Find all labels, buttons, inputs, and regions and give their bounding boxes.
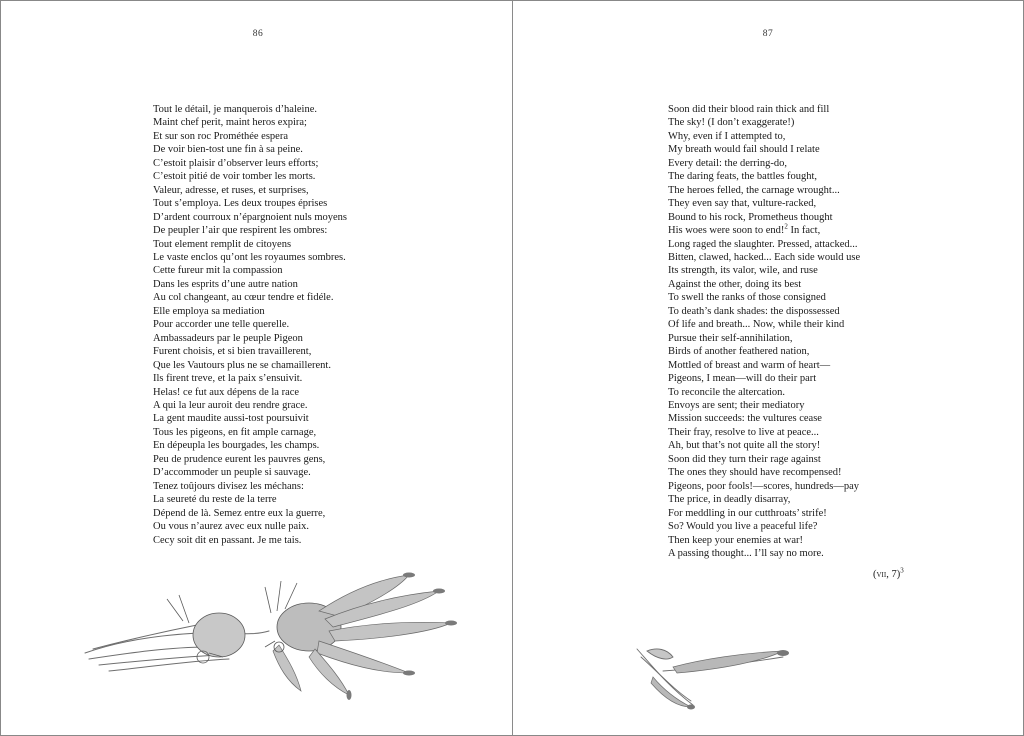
footnote-marker: 2 (784, 222, 788, 231)
verse-text: My breath would fail should I relate (668, 144, 820, 156)
right-page (513, 1, 1024, 735)
verse-line (153, 130, 347, 143)
verse-text: Dans les esprits d’une autre nation (153, 278, 298, 290)
verse-text: Long raged the slaughter. Pressed, attacked... (668, 238, 858, 250)
verse-line (153, 332, 347, 345)
verse-text: Pursue their self-annihilation, (668, 332, 793, 344)
citation-fable: , 7) (886, 569, 901, 580)
verse-text: En dépeupla les bourgades, les champs. (153, 440, 320, 452)
verse-text: For meddling in our cutthroats’ strife! (668, 507, 827, 519)
verse-line (153, 480, 347, 493)
verse-text: Soon did they turn their rage against (668, 453, 821, 465)
verse-text: De voir bien-tost une fin à sa peine. (153, 144, 303, 156)
citation (873, 566, 904, 580)
verse-line (668, 157, 860, 170)
verse-line (153, 184, 347, 197)
verse-text: Cette fureur mit la compassion (153, 265, 283, 277)
verse-line (153, 291, 347, 304)
verse-line (668, 318, 860, 331)
verse-line (668, 547, 860, 560)
verse-line (668, 534, 860, 547)
verse-line (668, 480, 860, 493)
verse-line (668, 507, 860, 520)
dead-vultures-illustration (79, 561, 459, 701)
verse-text: To death’s dank shades: the dispossessed (668, 305, 840, 317)
verse-text: Soon did their blood rain thick and fill (668, 104, 830, 115)
verse-text: Tous les pigeons, en fit ample carnage, (153, 426, 317, 438)
verse-text: Of life and breath... Now, while their kind (668, 319, 845, 331)
verse-line (153, 399, 347, 412)
verse-text: Que les Vautours plus ne se chamaillerent. (153, 359, 331, 371)
verse-text: Every detail: the derring-do, (668, 157, 787, 169)
verse-text: Au col changeant, au cœur tendre et fidéle. (153, 292, 334, 304)
verse-text: The ones they should have recompensed! (668, 467, 842, 479)
verse-line (668, 439, 860, 452)
verse-text: De peupler l’air que respirent les ombres: (153, 225, 328, 237)
verse-text: Ambassadeurs par le peuple Pigeon (153, 332, 303, 344)
verse-line (153, 359, 347, 372)
verse-text: The daring feats, the battles fought, (668, 171, 817, 183)
verse-text: Ils firent treve, et la paix s’ensuivit. (153, 373, 303, 385)
verse-line (668, 359, 860, 372)
verse-line (668, 412, 860, 425)
verse-text: Tout le détail, je manquerois d’haleine. (153, 104, 318, 115)
verse-text: Ah, but that’s not quite all the story! (668, 440, 821, 452)
verse-text: Why, even if I attempted to, (668, 130, 786, 142)
verse-text: Mottled of breast and warm of heart— (668, 359, 831, 371)
verse-text: Tout s’employa. Les deux troupes éprises (153, 198, 328, 210)
verse-text: Pigeons, poor fools!—scores, hundreds—pay (668, 480, 860, 492)
page-number-right: 87 (762, 29, 774, 39)
verse-text: C’estoit plaisir d’observer leurs efforts; (153, 157, 319, 169)
verse-line (668, 130, 860, 143)
verse-line (153, 170, 347, 183)
verse-line (668, 493, 860, 506)
verse-line (153, 305, 347, 318)
verse-text: Cecy soit dit en passant. Je me tais. (153, 534, 302, 546)
verse-line (668, 197, 860, 210)
verse-text: His woes were soon to end! (668, 225, 785, 237)
left-page (1, 1, 513, 735)
verse-text: Furent choisis, et si bien travaillerent, (153, 346, 312, 358)
verse-line (153, 264, 347, 277)
verse-text: So? Would you live a peaceful life? (668, 521, 818, 533)
verse-text: Their fray, resolve to live at peace... (668, 426, 819, 438)
verse-line (153, 197, 347, 210)
citation-open: ( (873, 569, 877, 580)
verse-text: Mission succeeds: the vultures cease (668, 413, 822, 425)
verse-text: La gent maudite aussi-tost poursuivit (153, 413, 309, 425)
verse-line (668, 184, 860, 197)
verse-text: Tout element remplit de citoyens (153, 238, 292, 250)
verse-line (153, 251, 347, 264)
verse-line (153, 116, 347, 129)
verse-text: To swell the ranks of those consigned (668, 292, 826, 304)
verse-line (153, 211, 347, 224)
verse-text: Tenez toûjours divisez les méchans: (153, 480, 304, 492)
verse-line (153, 507, 347, 520)
verse-text: Bound to his rock, Prometheus thought (668, 211, 833, 223)
verse-text: Envoys are sent; their mediatory (668, 399, 805, 411)
verse-line (668, 211, 860, 224)
verse-line (668, 251, 860, 264)
verse-line (668, 143, 860, 156)
verse-line (668, 305, 860, 318)
verse-line (668, 386, 860, 399)
verse-text: Peu de prudence eurent les pauvres gens, (153, 453, 326, 465)
verse-text: The sky! (I don’t exaggerate!) (668, 117, 795, 129)
verse-line (153, 224, 347, 237)
verse-text: Bitten, clawed, hacked... Each side would use (668, 251, 861, 263)
verse-line (153, 143, 347, 156)
verse-line (668, 399, 860, 412)
verse-text: Helas! ce fut aux dépens de la race (153, 386, 300, 398)
feather-illustration (633, 637, 793, 713)
verse-line (153, 520, 347, 533)
verse-text: Dépend de là. Semez entre eux la guerre, (153, 507, 326, 519)
verse-line (668, 116, 860, 129)
french-poem (153, 103, 347, 547)
verse-line (153, 238, 347, 251)
verse-text: The heroes felled, the carnage wrought... (668, 184, 840, 196)
verse-text: Maint chef perit, maint heros expira; (153, 117, 307, 129)
verse-text: D’ardent courroux n’épargnoient nuls moyens (153, 211, 348, 223)
verse-line (153, 453, 347, 466)
verse-text: La seureté du reste de la terre (153, 494, 277, 506)
verse-line (153, 345, 347, 358)
verse-line (668, 103, 860, 116)
verse-text: Its strength, its valor, wile, and ruse (668, 265, 818, 277)
verse-text: Against the other, doing its best (668, 278, 802, 290)
verse-line (668, 238, 860, 251)
verse-line (668, 278, 860, 291)
verse-line (153, 412, 347, 425)
verse-text: Valeur, adresse, et ruses, et surprises, (153, 184, 309, 196)
verse-line (668, 426, 860, 439)
verse-text: Then keep your enemies at war! (668, 534, 803, 546)
verse-continuation: In fact, (787, 225, 821, 237)
verse-text: D’accommoder un peuple si sauvage. (153, 467, 311, 479)
page-number-left: 86 (252, 29, 264, 39)
verse-line (668, 345, 860, 358)
verse-text: Birds of another feathered nation, (668, 346, 810, 358)
verse-line (153, 278, 347, 291)
verse-text: To reconcile the altercation. (668, 386, 786, 398)
verse-text: Ou vous n’aurez avec eux nulle paix. (153, 521, 309, 533)
verse-text: A qui la leur auroit deu rendre grace. (153, 399, 308, 411)
verse-line (153, 103, 347, 116)
verse-line (153, 493, 347, 506)
verse-line (668, 170, 860, 183)
verse-line (153, 439, 347, 452)
verse-text: Pigeons, I mean—will do their part (668, 373, 817, 385)
verse-line (153, 466, 347, 479)
verse-text: Le vaste enclos qu’ont les royaumes sombres. (153, 251, 346, 263)
citation-book: vii (876, 569, 887, 580)
verse-line (153, 318, 347, 331)
verse-line (668, 453, 860, 466)
english-translation (668, 103, 860, 560)
verse-line (668, 224, 860, 237)
verse-line (153, 386, 347, 399)
verse-text: They even say that, vulture-racked, (668, 198, 817, 210)
verse-line (668, 372, 860, 385)
verse-line (153, 157, 347, 170)
verse-line (668, 520, 860, 533)
verse-text: Et sur son roc Prométhée espera (153, 130, 288, 142)
verse-line (153, 426, 347, 439)
verse-line (668, 264, 860, 277)
verse-line (153, 372, 347, 385)
verse-line (668, 332, 860, 345)
verse-text: Elle employa sa mediation (153, 305, 265, 317)
verse-text: C’estoit pitié de voir tomber les morts. (153, 171, 316, 183)
verse-line (153, 534, 347, 547)
verse-line (668, 466, 860, 479)
verse-text: Pour accorder une telle querelle. (153, 319, 290, 331)
verse-text: A passing thought... I’ll say no more. (668, 547, 824, 559)
verse-line (668, 291, 860, 304)
verse-text: The price, in deadly disarray, (668, 494, 791, 506)
citation-footnote-marker: 3 (900, 566, 904, 575)
